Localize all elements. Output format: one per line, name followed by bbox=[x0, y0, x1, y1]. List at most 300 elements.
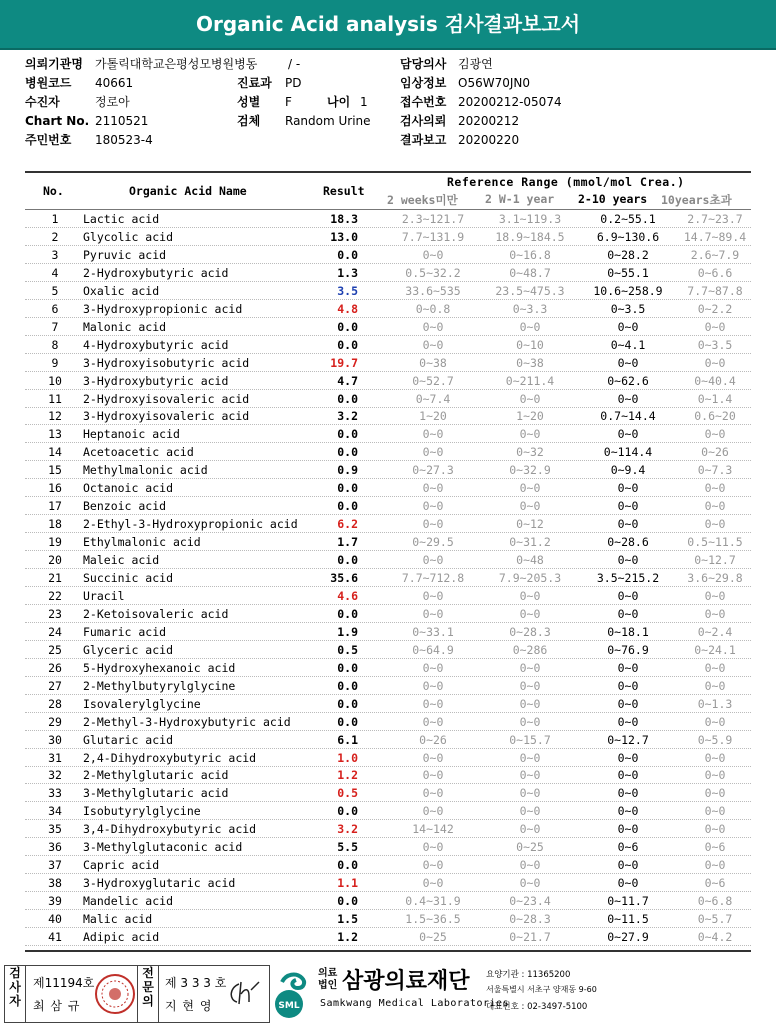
range-over-10y: 0~0 bbox=[704, 606, 726, 621]
result-value: 1.9 bbox=[337, 624, 358, 639]
range-2-10y: 10.6~258.9 bbox=[593, 283, 663, 298]
result-value: 6.1 bbox=[337, 732, 358, 747]
range-under-2-weeks: 0.4~31.9 bbox=[405, 894, 461, 909]
result-value: 0.0 bbox=[337, 714, 358, 729]
header-range-4: 10years초과 bbox=[661, 193, 732, 207]
acid-name: 3,4-Dihydroxybutyric acid bbox=[83, 822, 257, 837]
range-over-10y: 0~6.6 bbox=[697, 265, 733, 280]
range-2-10y: 0~0 bbox=[617, 876, 639, 891]
range-under-2-weeks: 0~0 bbox=[422, 786, 444, 801]
range-2-10y: 0~0 bbox=[617, 768, 639, 783]
reviewer-vertical-label bbox=[137, 966, 159, 1022]
range-2w-1y: 0~0 bbox=[519, 319, 541, 334]
table-row bbox=[25, 838, 751, 856]
table-row bbox=[25, 479, 751, 497]
range-over-10y: 0~2.2 bbox=[697, 301, 733, 316]
row-number: 5 bbox=[51, 283, 59, 298]
range-over-10y: 0~0 bbox=[704, 804, 726, 819]
clinical-label: 임상정보 bbox=[400, 76, 447, 90]
range-under-2-weeks: 0~0 bbox=[422, 678, 444, 693]
row-number: 38 bbox=[48, 876, 62, 891]
range-over-10y: 0~0 bbox=[704, 499, 726, 514]
acid-name: Oxalic acid bbox=[83, 283, 160, 298]
range-over-10y: 0.5~11.5 bbox=[687, 535, 743, 550]
range-2w-1y: 0~0 bbox=[519, 606, 541, 621]
specimen-value: Random Urine bbox=[285, 114, 371, 128]
acid-name: 2-Ethyl-3-Hydroxypropionic acid bbox=[83, 517, 298, 532]
signature-box bbox=[4, 965, 270, 1023]
institution-label: 의뢰기관명 bbox=[25, 57, 83, 71]
row-number: 4 bbox=[51, 265, 59, 280]
result-value: 4.6 bbox=[337, 588, 358, 603]
result-value: 35.6 bbox=[330, 571, 358, 585]
row-number: 2 bbox=[51, 229, 59, 244]
range-over-10y: 0~6.8 bbox=[697, 894, 733, 909]
row-number: 10 bbox=[48, 373, 62, 388]
acid-name: Malonic acid bbox=[83, 319, 167, 334]
result-value: 13.0 bbox=[330, 229, 358, 244]
info-row-4 bbox=[0, 112, 776, 131]
clinical-value: O56W70JN0 bbox=[458, 76, 530, 90]
range-2w-1y: 0~32 bbox=[516, 445, 544, 460]
row-number: 26 bbox=[48, 660, 62, 675]
range-over-10y: 0~0 bbox=[704, 786, 726, 801]
acid-name: Methylmalonic acid bbox=[83, 463, 208, 478]
range-2-10y: 0~55.1 bbox=[607, 265, 649, 280]
acid-name: Glutaric acid bbox=[83, 732, 174, 747]
row-number: 13 bbox=[48, 427, 62, 442]
tester-vertical-label bbox=[5, 966, 26, 1022]
range-under-2-weeks: 0~64.9 bbox=[412, 642, 454, 657]
org-prefix-bottom: 법인 bbox=[318, 980, 338, 991]
range-over-10y: 0~5.7 bbox=[697, 912, 733, 927]
acid-name: Adipic acid bbox=[83, 930, 160, 944]
row-number: 19 bbox=[48, 535, 62, 550]
range-over-10y: 0~0 bbox=[704, 714, 726, 729]
acid-name: Acetoacetic acid bbox=[83, 445, 194, 460]
row-number: 27 bbox=[48, 678, 62, 693]
result-value: 1.2 bbox=[337, 768, 358, 783]
range-under-2-weeks: 0~0 bbox=[422, 876, 444, 891]
report-title: Organic Acid analysis 검사결과보고서 bbox=[195, 12, 581, 36]
row-number: 11 bbox=[48, 391, 62, 406]
sex-value: F bbox=[285, 95, 292, 109]
row-number: 18 bbox=[48, 517, 62, 532]
range-under-2-weeks: 0~27.3 bbox=[412, 463, 454, 478]
range-under-2-weeks: 0~25 bbox=[419, 930, 447, 944]
table-row bbox=[25, 623, 751, 641]
table-row bbox=[25, 820, 751, 838]
range-2-10y: 0~0 bbox=[617, 499, 639, 514]
range-under-2-weeks: 0~0 bbox=[422, 247, 444, 262]
range-over-10y: 0~0 bbox=[704, 481, 726, 496]
acid-name: Malic acid bbox=[83, 912, 153, 927]
recipient-value: 정로아 bbox=[95, 95, 130, 109]
range-under-2-weeks: 0~0 bbox=[422, 553, 444, 568]
row-number: 35 bbox=[48, 822, 62, 837]
table-row bbox=[25, 354, 751, 372]
acid-name: 2-Methylbutyrylglycine bbox=[83, 678, 236, 693]
range-2-10y: 0~18.1 bbox=[607, 624, 649, 639]
table-row bbox=[25, 892, 751, 910]
table-row bbox=[25, 300, 751, 318]
row-number: 14 bbox=[48, 445, 62, 460]
org-name-kr: 삼광의료재단 bbox=[342, 969, 470, 994]
acid-name: 3-Hydroxyglutaric acid bbox=[83, 876, 236, 891]
acid-name: 2-Ketoisovaleric acid bbox=[83, 606, 229, 621]
header-range-2: 2 W-1 year bbox=[485, 192, 555, 206]
recipient-label: 수진자 bbox=[25, 95, 60, 109]
row-number: 41 bbox=[48, 930, 62, 944]
acid-name: 3-Hydroxypropionic acid bbox=[83, 301, 243, 316]
chart-label: Chart No. bbox=[25, 114, 90, 128]
result-value: 0.0 bbox=[337, 858, 358, 873]
row-number: 25 bbox=[48, 642, 62, 657]
acid-name: 3-Hydroxybutyric acid bbox=[83, 373, 229, 388]
result-value: 0.5 bbox=[337, 642, 358, 657]
range-2w-1y: 0~0 bbox=[519, 660, 541, 675]
institution-value: 가톨릭대학교은평성모병원병동 bbox=[95, 57, 258, 71]
range-2w-1y: 0~48 bbox=[516, 553, 544, 568]
age-value: 1 bbox=[360, 95, 368, 109]
range-over-10y: 0~3.5 bbox=[697, 337, 733, 352]
range-over-10y: 0~0 bbox=[704, 355, 726, 370]
acid-name: 2,4-Dihydroxybutyric acid bbox=[83, 750, 257, 765]
range-2-10y: 0~0 bbox=[617, 481, 639, 496]
range-2w-1y: 0~0 bbox=[519, 786, 541, 801]
acid-name: Succinic acid bbox=[83, 571, 174, 585]
receipt-label: 접수번호 bbox=[400, 95, 447, 109]
range-2w-1y: 0~10 bbox=[516, 337, 544, 352]
range-2-10y: 0~0 bbox=[617, 696, 639, 711]
range-2w-1y: 0~0 bbox=[519, 696, 541, 711]
range-under-2-weeks: 0~0 bbox=[422, 588, 444, 603]
range-2-10y: 6.9~130.6 bbox=[596, 229, 660, 244]
range-over-10y: 0~0 bbox=[704, 822, 726, 837]
range-under-2-weeks: 0~0 bbox=[422, 337, 444, 352]
table-row bbox=[25, 264, 751, 282]
table-header bbox=[25, 174, 751, 210]
tester-name: 최 삼 규 bbox=[33, 999, 81, 1013]
acid-name: 2-Methylglutaric acid bbox=[83, 768, 229, 783]
row-number: 28 bbox=[48, 696, 62, 711]
range-under-2-weeks: 0~0 bbox=[422, 606, 444, 621]
result-value: 19.7 bbox=[330, 355, 358, 370]
result-value: 1.3 bbox=[337, 265, 358, 280]
table-row bbox=[25, 749, 751, 767]
range-2w-1y: 0~0 bbox=[519, 588, 541, 603]
range-2-10y: 0~0 bbox=[617, 391, 639, 406]
range-2-10y: 0~28.6 bbox=[607, 535, 649, 550]
ward-value: / - bbox=[288, 57, 301, 71]
acid-name: 3-Hydroxyisovaleric acid bbox=[83, 409, 250, 424]
result-value: 0.5 bbox=[337, 786, 358, 801]
receipt-value: 20200212-05074 bbox=[458, 95, 562, 109]
range-under-2-weeks: 0~0 bbox=[422, 445, 444, 460]
acid-name: Maleic acid bbox=[83, 553, 160, 568]
range-under-2-weeks: 0.5~32.2 bbox=[405, 265, 461, 280]
result-value: 1.0 bbox=[337, 750, 358, 765]
range-over-10y: 0~0 bbox=[704, 678, 726, 693]
row-number: 12 bbox=[48, 409, 62, 424]
range-over-10y: 0~40.4 bbox=[694, 373, 736, 388]
footer bbox=[0, 962, 776, 1028]
range-under-2-weeks: 0~33.1 bbox=[412, 624, 454, 639]
range-2w-1y: 0~31.2 bbox=[509, 535, 551, 550]
table-row bbox=[25, 731, 751, 749]
table-row bbox=[25, 569, 751, 587]
range-under-2-weeks: 0~0.8 bbox=[415, 301, 451, 316]
result-value: 0.0 bbox=[337, 678, 358, 693]
hospital-code-label: 병원코드 bbox=[25, 76, 72, 90]
request-label: 검사의뢰 bbox=[400, 114, 447, 128]
range-2-10y: 0~0 bbox=[617, 660, 639, 675]
acid-name: 2-Methyl-3-Hydroxybutyric acid bbox=[83, 714, 291, 729]
table-row bbox=[25, 228, 751, 246]
range-2-10y: 0.7~14.4 bbox=[600, 409, 656, 424]
table-row bbox=[25, 246, 751, 264]
result-value: 0.0 bbox=[337, 804, 358, 819]
row-number: 20 bbox=[48, 553, 62, 568]
info-row-5 bbox=[0, 131, 776, 150]
request-value: 20200212 bbox=[458, 114, 520, 128]
row-number: 40 bbox=[48, 912, 62, 927]
range-under-2-weeks: 7.7~131.9 bbox=[401, 229, 465, 244]
range-2-10y: 0~11.5 bbox=[607, 912, 649, 927]
title-banner bbox=[0, 0, 776, 50]
table-row bbox=[25, 659, 751, 677]
reviewer-label: 전문의 bbox=[142, 966, 154, 1008]
range-under-2-weeks: 0~0 bbox=[422, 750, 444, 765]
acid-name: Mandelic acid bbox=[83, 894, 174, 909]
range-2w-1y: 0~0 bbox=[519, 750, 541, 765]
range-2w-1y: 0~0 bbox=[519, 678, 541, 693]
acid-name: Octanoic acid bbox=[83, 481, 174, 496]
range-under-2-weeks: 0~0 bbox=[422, 858, 444, 873]
range-over-10y: 0~0 bbox=[704, 858, 726, 873]
result-value: 0.0 bbox=[337, 427, 358, 442]
acid-name: Capric acid bbox=[83, 858, 160, 873]
handwritten-signature bbox=[225, 978, 261, 1008]
row-number: 3 bbox=[51, 247, 59, 262]
reviewer-license: 제 3 3 3 호 bbox=[165, 976, 227, 990]
result-value: 0.0 bbox=[337, 499, 358, 514]
range-2w-1y: 0~28.3 bbox=[509, 912, 551, 927]
table-row bbox=[25, 533, 751, 551]
range-2-10y: 0~0 bbox=[617, 750, 639, 765]
reviewer-name: 지 현 영 bbox=[165, 999, 213, 1013]
result-value: 0.0 bbox=[337, 696, 358, 711]
row-number: 21 bbox=[48, 571, 62, 585]
range-2w-1y: 0~0 bbox=[519, 714, 541, 729]
result-value: 1.2 bbox=[337, 930, 358, 944]
range-under-2-weeks: 0~0 bbox=[422, 517, 444, 532]
header-reference: Reference Range (mmol/mol Crea.) bbox=[447, 175, 685, 189]
acid-name: Heptanoic acid bbox=[83, 427, 180, 442]
range-over-10y: 2.6~7.9 bbox=[690, 247, 740, 262]
range-over-10y: 0~7.3 bbox=[697, 463, 733, 478]
row-number: 8 bbox=[51, 337, 59, 352]
header-range-3: 2-10 years bbox=[578, 192, 648, 206]
acid-name: 2-Hydroxybutyric acid bbox=[83, 265, 229, 280]
table-row bbox=[25, 605, 751, 623]
range-under-2-weeks: 0~0 bbox=[422, 840, 444, 855]
row-number: 6 bbox=[51, 301, 59, 316]
result-value: 4.7 bbox=[337, 373, 358, 388]
range-over-10y: 0~6 bbox=[704, 876, 726, 891]
range-2-10y: 0~4.1 bbox=[610, 337, 646, 352]
acid-name: 4-Hydroxybutyric acid bbox=[83, 337, 229, 352]
table-row bbox=[25, 587, 751, 605]
range-2-10y: 0~62.6 bbox=[607, 373, 649, 388]
row-number: 30 bbox=[48, 732, 62, 747]
range-2w-1y: 23.5~475.3 bbox=[495, 283, 565, 298]
table-row bbox=[25, 641, 751, 659]
chart-value: 2110521 bbox=[95, 114, 149, 128]
acid-name: 2-Hydroxyisovaleric acid bbox=[83, 391, 250, 406]
phone: 대표번호 : 02-3497-5100 bbox=[486, 1002, 588, 1012]
row-divider bbox=[25, 945, 751, 946]
acid-name: Glyceric acid bbox=[83, 642, 174, 657]
result-value: 1.5 bbox=[337, 912, 358, 927]
result-value: 0.0 bbox=[337, 247, 358, 262]
id-value: 180523-4 bbox=[95, 133, 153, 147]
table-row bbox=[25, 318, 751, 336]
care-code: 요양기관 : 11365200 bbox=[486, 970, 571, 980]
range-over-10y: 0~0 bbox=[704, 427, 726, 442]
range-2-10y: 0~3.5 bbox=[610, 301, 646, 316]
table-row bbox=[25, 695, 751, 713]
range-over-10y: 0~1.3 bbox=[697, 696, 733, 711]
range-2w-1y: 0~211.4 bbox=[505, 373, 555, 388]
range-over-10y: 0~4.2 bbox=[697, 930, 733, 944]
range-2w-1y: 0~286 bbox=[512, 642, 548, 657]
range-2w-1y: 0~23.4 bbox=[509, 894, 551, 909]
table-row bbox=[25, 372, 751, 390]
row-number: 34 bbox=[48, 804, 62, 819]
range-2-10y: 0~0 bbox=[617, 786, 639, 801]
range-2w-1y: 0~15.7 bbox=[509, 732, 551, 747]
result-value: 6.2 bbox=[337, 517, 358, 532]
table-row bbox=[25, 282, 751, 300]
range-2w-1y: 0~0 bbox=[519, 876, 541, 891]
report-value: 20200220 bbox=[458, 133, 520, 147]
report-label: 결과보고 bbox=[400, 133, 447, 147]
range-2-10y: 0~0 bbox=[617, 427, 639, 442]
table-top-rule bbox=[25, 171, 751, 173]
row-number: 9 bbox=[51, 355, 59, 370]
header-name: Organic Acid Name bbox=[129, 184, 247, 198]
range-2w-1y: 0~0 bbox=[519, 768, 541, 783]
table-row bbox=[25, 677, 751, 695]
range-2w-1y: 0~0 bbox=[519, 804, 541, 819]
row-number: 7 bbox=[51, 319, 59, 334]
age-label: 나이 bbox=[327, 95, 351, 109]
table-row bbox=[25, 336, 751, 354]
doctor-value: 김광연 bbox=[458, 57, 493, 71]
range-over-10y: 3.6~29.8 bbox=[687, 571, 743, 585]
range-2w-1y: 0~21.7 bbox=[509, 930, 551, 944]
table-row bbox=[25, 461, 751, 479]
result-value: 3.2 bbox=[337, 409, 358, 424]
id-label: 주민번호 bbox=[25, 133, 72, 147]
range-2-10y: 0~28.2 bbox=[607, 247, 649, 262]
range-2w-1y: 0~0 bbox=[519, 481, 541, 496]
header-no: No. bbox=[43, 184, 64, 198]
range-2-10y: 0.2~55.1 bbox=[600, 212, 656, 226]
range-under-2-weeks: 1~20 bbox=[419, 409, 447, 424]
acid-name: Lactic acid bbox=[83, 212, 160, 226]
range-over-10y: 0~0 bbox=[704, 660, 726, 675]
acid-name: Uracil bbox=[83, 588, 125, 603]
range-over-10y: 0~12.7 bbox=[694, 553, 736, 568]
hospital-code-value: 40661 bbox=[95, 76, 134, 90]
table-row bbox=[25, 443, 751, 461]
range-2-10y: 0~0 bbox=[617, 553, 639, 568]
range-2w-1y: 0~0 bbox=[519, 858, 541, 873]
result-value: 0.9 bbox=[337, 463, 358, 478]
specimen-label: 검체 bbox=[237, 114, 261, 128]
range-over-10y: 0~0 bbox=[704, 750, 726, 765]
sml-logo bbox=[272, 968, 316, 1022]
dept-value: PD bbox=[285, 76, 302, 90]
range-2-10y: 0~0 bbox=[617, 804, 639, 819]
tester-label: 검사자 bbox=[9, 966, 21, 1008]
header-result: Result bbox=[323, 184, 365, 198]
row-number: 22 bbox=[48, 588, 62, 603]
range-2-10y: 0~0 bbox=[617, 714, 639, 729]
range-2-10y: 0~0 bbox=[617, 517, 639, 532]
range-under-2-weeks: 0~52.7 bbox=[412, 373, 454, 388]
table-row bbox=[25, 874, 751, 892]
range-under-2-weeks: 33.6~535 bbox=[405, 283, 461, 298]
range-under-2-weeks: 7.7~712.8 bbox=[401, 571, 465, 585]
range-2w-1y: 18.9~184.5 bbox=[495, 229, 565, 244]
table-row bbox=[25, 910, 751, 928]
row-number: 39 bbox=[48, 894, 62, 909]
range-under-2-weeks: 0~0 bbox=[422, 696, 444, 711]
result-value: 0.0 bbox=[337, 660, 358, 675]
acid-name: Isobutyrylglycine bbox=[83, 804, 201, 819]
range-over-10y: 0~0 bbox=[704, 517, 726, 532]
range-2w-1y: 0~48.7 bbox=[509, 265, 551, 280]
result-value: 18.3 bbox=[330, 212, 358, 226]
table-row bbox=[25, 515, 751, 533]
range-2w-1y: 0~0 bbox=[519, 391, 541, 406]
doctor-label: 담당의사 bbox=[400, 57, 447, 71]
range-over-10y: 14.7~89.4 bbox=[683, 229, 747, 244]
range-2w-1y: 3.1~119.3 bbox=[498, 212, 562, 226]
range-under-2-weeks: 0~0 bbox=[422, 660, 444, 675]
row-number: 24 bbox=[48, 624, 62, 639]
range-over-10y: 0~24.1 bbox=[694, 642, 736, 657]
row-number: 15 bbox=[48, 463, 62, 478]
result-value: 0.0 bbox=[337, 319, 358, 334]
address: 서울특별시 서초구 양재동 9-60 bbox=[486, 985, 597, 994]
table-row bbox=[25, 210, 751, 228]
acid-name: 3-Methylglutaric acid bbox=[83, 786, 229, 801]
range-under-2-weeks: 14~142 bbox=[412, 822, 454, 837]
acid-name: Ethylmalonic acid bbox=[83, 535, 201, 550]
range-2w-1y: 0~12 bbox=[516, 517, 544, 532]
row-number: 32 bbox=[48, 768, 62, 783]
result-value: 0.0 bbox=[337, 606, 358, 621]
row-number: 37 bbox=[48, 858, 62, 873]
range-over-10y: 0~0 bbox=[704, 319, 726, 334]
range-under-2-weeks: 0~0 bbox=[422, 499, 444, 514]
range-2w-1y: 0~25 bbox=[516, 840, 544, 855]
range-2-10y: 0~27.9 bbox=[607, 930, 649, 944]
